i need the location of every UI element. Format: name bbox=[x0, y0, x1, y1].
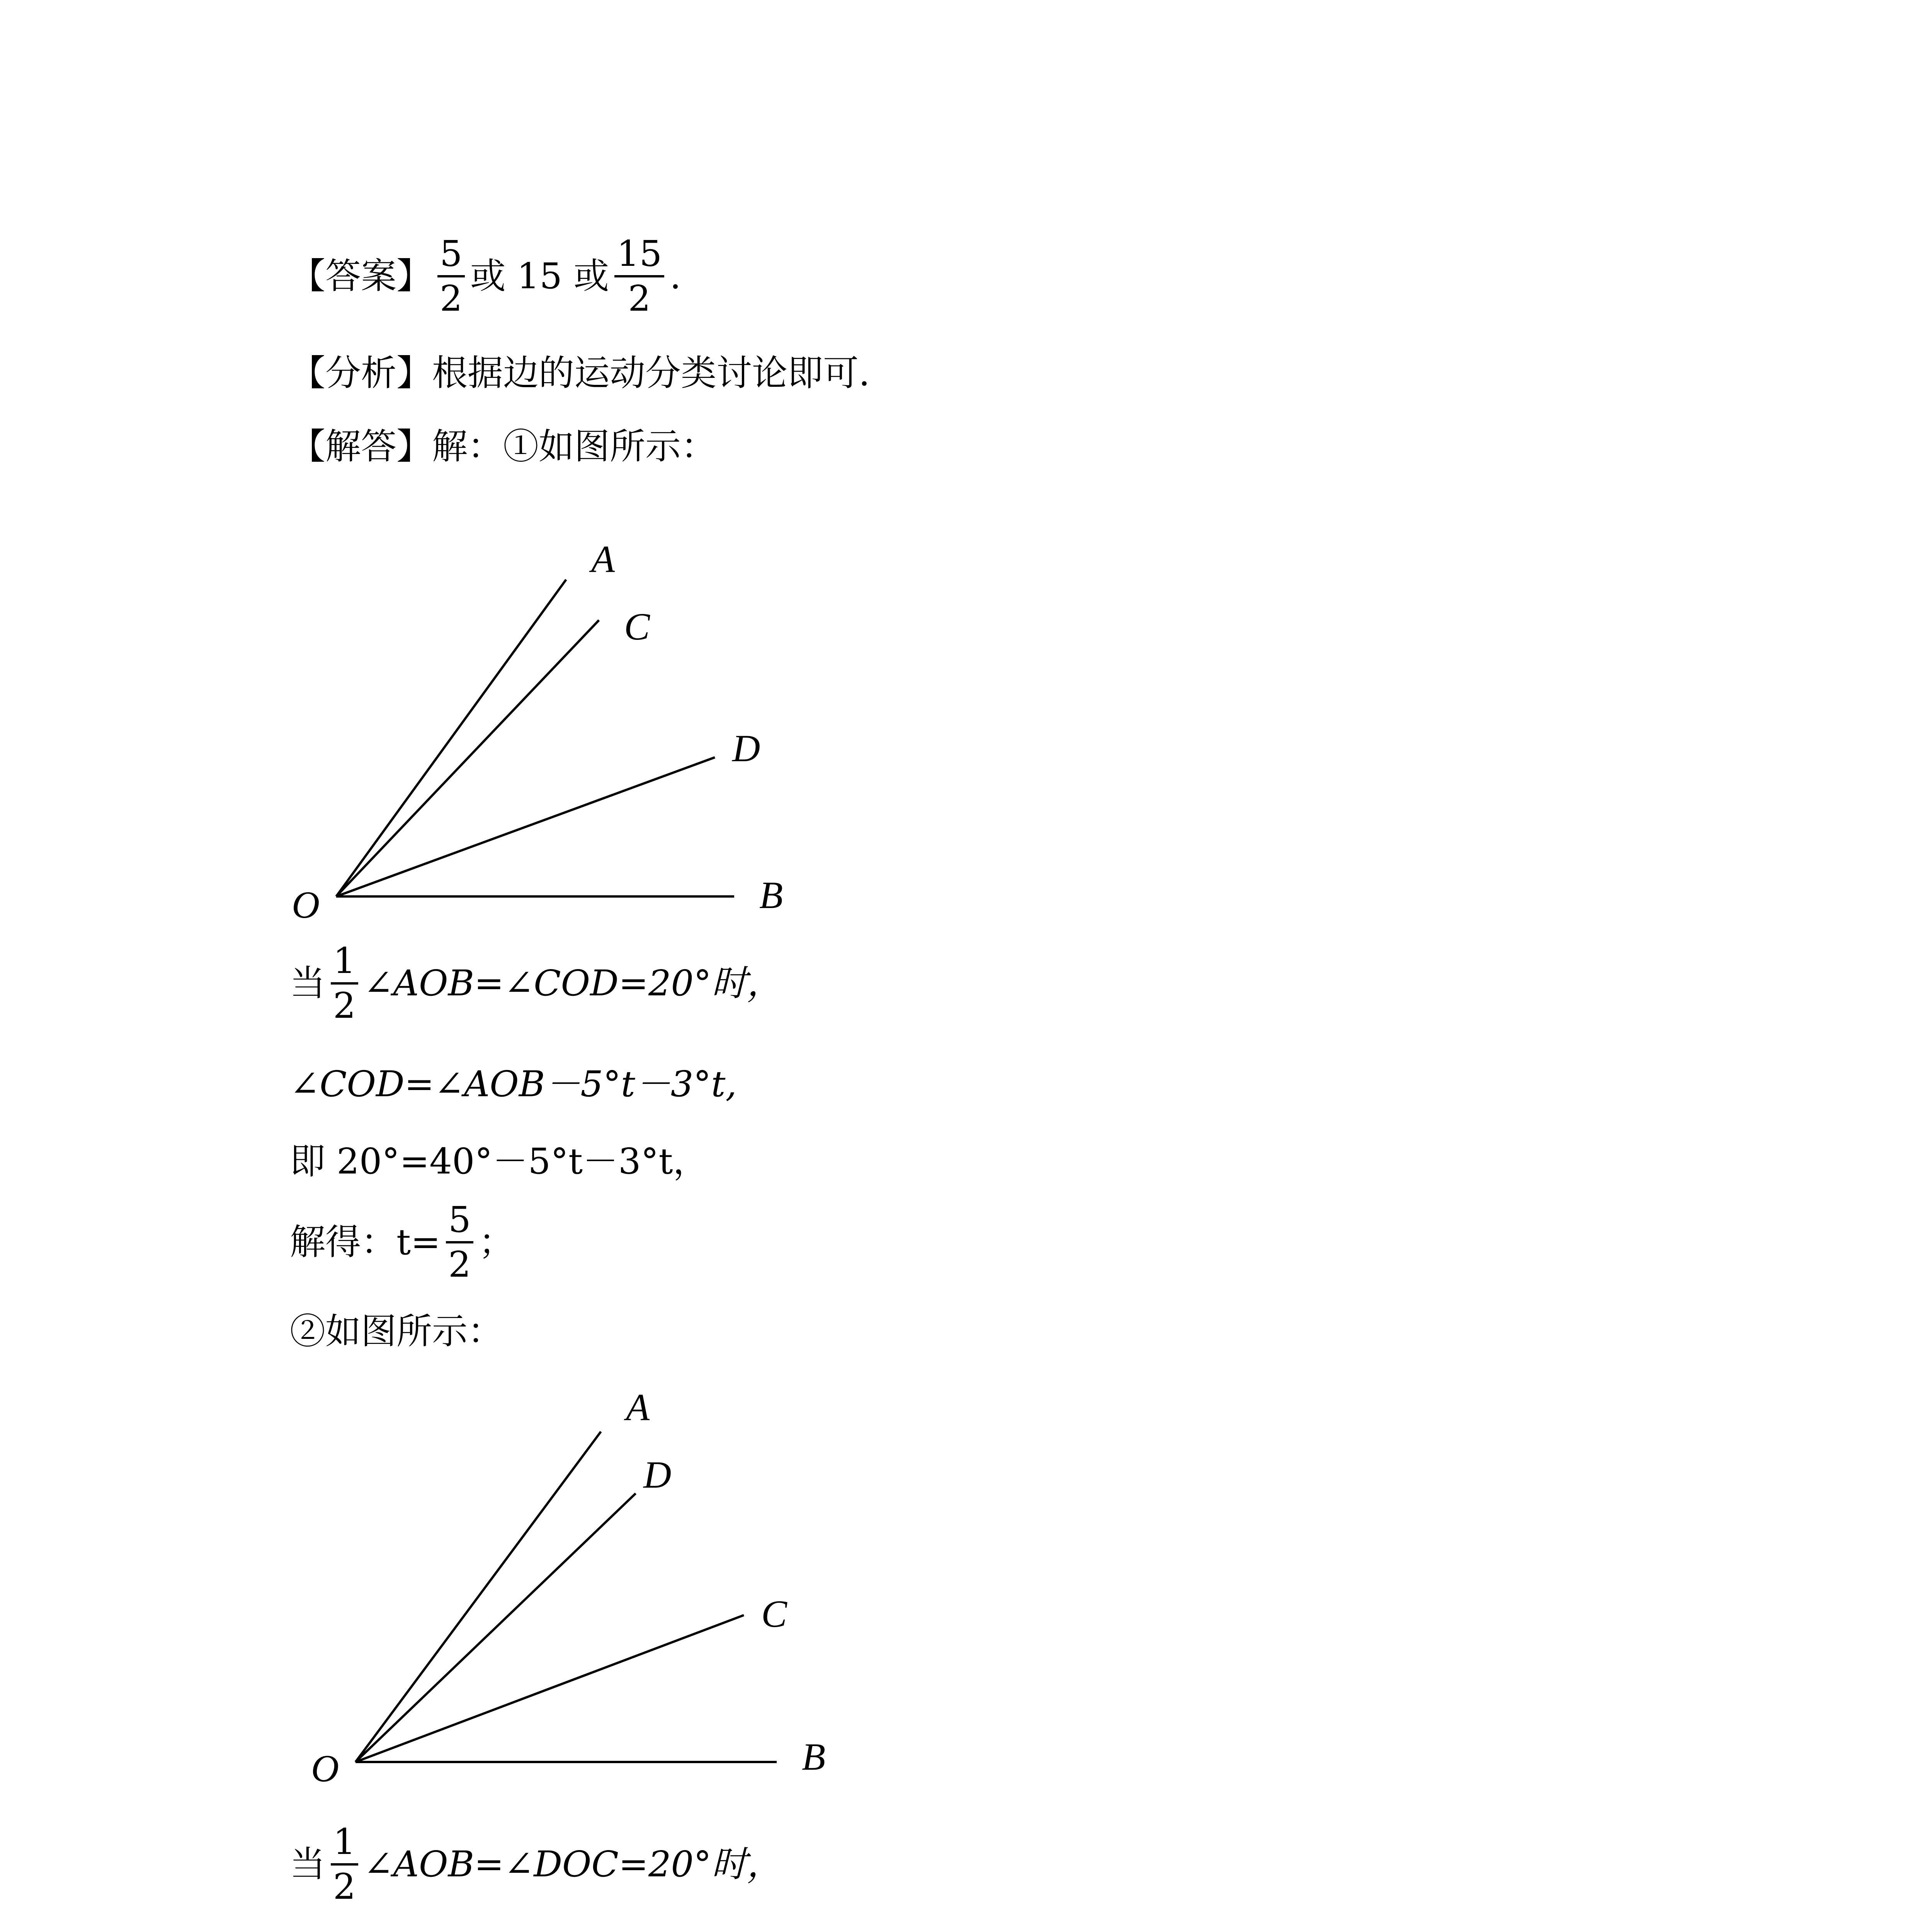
case2-half-fraction: $\frac{1}{2}$ bbox=[331, 1824, 358, 1905]
label-A-1: A bbox=[591, 537, 615, 580]
case1-result-fraction: $\frac{5}{2}$ bbox=[446, 1202, 473, 1283]
case2-condition: ∠AOB=∠DOC=20°时， bbox=[363, 1843, 783, 1885]
answer-fraction-2: $\frac{15}{2}$ bbox=[614, 236, 664, 317]
answer-tag: 【答案】 bbox=[290, 255, 432, 297]
case2-line-1 bbox=[290, 1821, 783, 1907]
case2-when: 当 bbox=[290, 1843, 326, 1885]
solution-text: 解：①如图所示： bbox=[432, 426, 717, 467]
label-B-2: B bbox=[802, 1735, 826, 1778]
answer-or-text: 或 15 或 bbox=[470, 255, 609, 297]
label-C-1: C bbox=[624, 605, 650, 648]
label-D-1: D bbox=[732, 727, 760, 770]
label-D-2: D bbox=[643, 1453, 672, 1496]
label-O-2: O bbox=[311, 1747, 339, 1790]
case2-intro: ②如图所示： bbox=[290, 1311, 503, 1352]
label-A-2: A bbox=[626, 1386, 650, 1429]
solution-tag: 【解答】 bbox=[290, 426, 432, 467]
case1-line-4: 解得：t= $\frac{5}{2}$ ； bbox=[290, 1199, 514, 1285]
ray-OC-2 bbox=[356, 1615, 744, 1762]
answer-fraction-1: $\frac{5}{2}$ bbox=[437, 236, 465, 317]
case1-condition: ∠AOB=∠COD=20°时， bbox=[363, 962, 783, 1004]
case1-line-2: ∠COD=∠AOB－5°t－3°t, bbox=[290, 1063, 737, 1105]
answer-end: . bbox=[670, 255, 681, 297]
analysis-text: 根据边的运动分类讨论即可. bbox=[432, 352, 870, 394]
case1-line-3: 即 20°=40°－5°t－3°t， bbox=[290, 1141, 709, 1182]
case1-when: 当 bbox=[290, 962, 326, 1004]
ray-OD-2 bbox=[356, 1493, 636, 1762]
label-B-1: B bbox=[759, 874, 783, 917]
label-C-2: C bbox=[761, 1592, 787, 1635]
case1-solve-label: 解得：t= bbox=[290, 1221, 441, 1263]
analysis-tag: 【分析】 bbox=[290, 352, 432, 394]
label-O-1: O bbox=[292, 883, 320, 926]
ray-OA-2 bbox=[356, 1432, 601, 1762]
case1-half-fraction: $\frac{1}{2}$ bbox=[331, 943, 358, 1024]
